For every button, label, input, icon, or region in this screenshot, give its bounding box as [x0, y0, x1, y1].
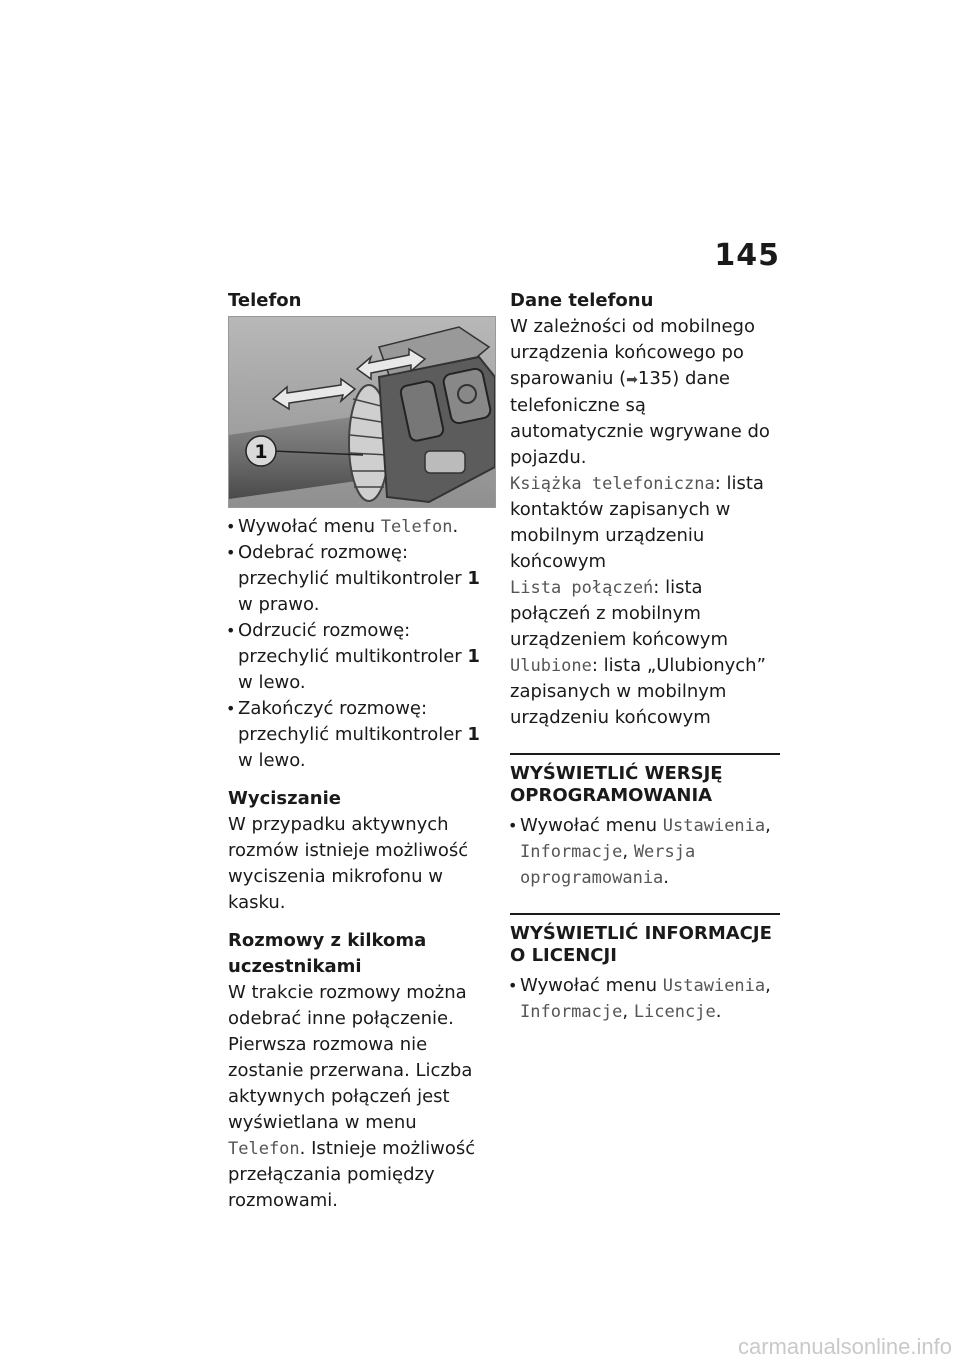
list-item	[228, 514, 496, 540]
list-item	[228, 696, 496, 774]
dane-text: ) dane telefoniczne są automatycznie wgrywane do pojazdu.	[510, 368, 770, 468]
list-item	[228, 618, 496, 696]
bullet-text: Odrzucić rozmowę: przechylić multikontroler	[238, 620, 468, 667]
bullet-text: Wywołać menu	[520, 815, 663, 836]
page-number: 145	[714, 238, 780, 273]
callout-ref: 1	[467, 646, 480, 667]
menu-name: Licencje	[633, 1002, 716, 1022]
menu-name: Lista połączeń	[510, 578, 654, 598]
bullet-icon: •	[226, 621, 236, 640]
entry-text: : lista „Ulubionych” zapisanych w mobilnym urządzeniu końcowym	[510, 655, 766, 728]
page-reference: 135	[637, 368, 673, 389]
bullet-text: Odebrać rozmowę: przechylić multikontroler	[238, 542, 468, 589]
ksiazka-entry	[510, 471, 780, 575]
software-version-list	[510, 813, 780, 891]
menu-name: Wersja oprogramowania	[520, 842, 696, 888]
menu-name: Ustawienia	[662, 816, 766, 836]
menu-name: Książka telefoniczna	[510, 474, 715, 494]
left-column	[228, 288, 496, 1214]
dane-paragraph	[510, 314, 780, 471]
bullet-icon: •	[508, 976, 518, 995]
menu-name: Informacje	[520, 1002, 623, 1022]
software-version-heading: WYŚWIETLIĆ WERSJĘ OPROGRAMOWANIA	[510, 753, 780, 807]
bullet-text: Wywołać menu	[238, 516, 381, 537]
bullet-text: w prawo.	[238, 594, 320, 615]
license-info-list	[510, 973, 780, 1025]
menu-name: Telefon	[380, 517, 453, 537]
bullet-icon: •	[508, 816, 518, 835]
ulubione-entry	[510, 653, 780, 731]
bullet-text: Wywołać menu	[520, 975, 663, 996]
bullet-text: w lewo.	[238, 672, 306, 693]
page-reference-arrow-icon: ➡	[626, 372, 638, 388]
bullet-text: Zakończyć rozmowę: przechylić multikontroler	[238, 698, 468, 745]
watermark-footer: carmanualsonline.info	[737, 1334, 952, 1359]
telefon-heading: Telefon	[228, 290, 302, 311]
list-item	[228, 540, 496, 618]
handlebar-illustration	[229, 317, 495, 507]
rozmowy-paragraph	[228, 980, 496, 1214]
right-column	[510, 288, 780, 1025]
menu-name: Ulubione	[510, 656, 592, 676]
wyciszanie-heading: Wyciszanie	[228, 788, 341, 809]
list-item: • Wywołać menu Ustawienia, Informacje, Wersja oprogramowania.	[508, 815, 771, 888]
lista-entry	[510, 575, 780, 653]
entry-text: : lista połączeń z mobilnym urządzeniem końcowym	[510, 577, 728, 650]
bullet-text: .	[452, 516, 459, 537]
handlebar-controls-figure	[228, 316, 496, 508]
license-info-heading: WYŚWIETLIĆ INFORMACJE O LICENCJI	[510, 913, 780, 967]
bullet-text: w lewo.	[238, 750, 306, 771]
menu-name: Informacje	[520, 842, 623, 862]
menu-name: Ustawienia	[662, 976, 766, 996]
telefon-bullet-list	[228, 514, 496, 774]
dane-heading: Dane telefonu	[510, 290, 654, 311]
list-item: • Wywołać menu Ustawienia, Informacje, Licencje.	[508, 975, 771, 1022]
callout-label: 1	[254, 441, 268, 463]
callout-ref: 1	[467, 724, 480, 745]
bullet-icon: •	[226, 699, 236, 718]
entry-text: : lista kontaktów zapisanych w mobilnym urządzeniu końcowym	[510, 473, 764, 572]
menu-name: Telefon	[228, 1139, 300, 1159]
bullet-icon: •	[226, 543, 236, 562]
rozmowy-text: . Istnieje możliwość przełączania pomiędzy rozmowami.	[228, 1138, 476, 1211]
rozmowy-text: W trakcie rozmowy można odebrać inne połączenie. Pierwsza rozmowa nie zostanie przerwana. Liczba aktywnych połączeń jest wyświetlana w menu	[228, 982, 473, 1133]
bullet-icon: •	[226, 517, 236, 536]
callout-ref: 1	[467, 568, 480, 589]
rozmowy-heading: Rozmowy z kilkoma uczestnikami	[228, 930, 427, 977]
wyciszanie-text: W przypadku aktywnych rozmów istnieje możliwość wyciszenia mikrofonu w kasku.	[228, 814, 469, 913]
dane-text: W zależności od mobilnego urządzenia końcowego po sparowaniu (	[510, 316, 755, 389]
